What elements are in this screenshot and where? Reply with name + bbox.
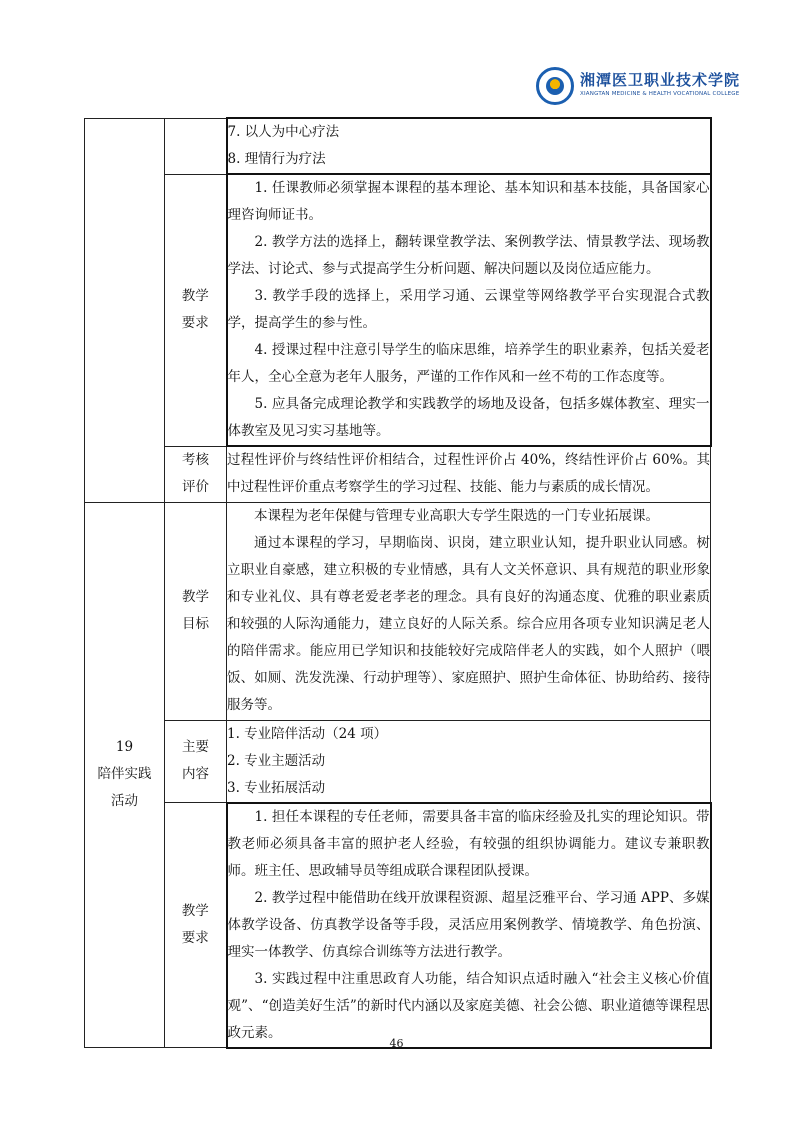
methods-cell [227, 118, 711, 174]
list-item: 8. 理情行为疗法 [227, 151, 326, 167]
list-item: 1. 专业陪伴活动（24 项） [227, 725, 388, 742]
list-item: 7. 以人为中心疗法 [227, 124, 340, 140]
list-item: 2. 专业主题活动 [227, 752, 326, 769]
paragraph: 通过本课程的学习，早期临岗、识岗，建立职业认知，提升职业认同感。树立职业自豪感，建立积极的专业情感，具有人文关怀意识、具有规范的职业形象和专业礼仪、具有尊老爱老孝老的理念。具有良好的沟通态度、优雅的职业素质和较强的人际沟通能力，建立良好的人际关系。综合应用各项专业知识满足老人的陪伴需求。能应用已学知识和技能较好完成陪伴老人的实践，如个人照护（喂饭、如厕、洗发洗澡、行动护理等）、家庭照护、照护生命体征、协助给药、接待服务等。 [227, 535, 710, 713]
assessment-label: 考核 评价 [165, 446, 227, 502]
paragraph: 1. 担任本课程的专任老师，需要具备丰富的临床经验及扎实的理论知识。带教老师必须具备丰富的照护老人经验，有较强的组织协调能力。建议专兼职教师。班主任、思政辅导员等组成联合课程团队授课。 [227, 808, 710, 879]
college-emblem-icon [536, 67, 574, 105]
table-row [85, 720, 711, 803]
req-cell [227, 803, 711, 1048]
paragraph: 过程性评价与终结性评价相结合，过程性评价占 40%，终结性评价占 60%。其中过程性评价重点考察学生的学习过程、技能、能力与素质的成长情况。 [227, 452, 710, 496]
teaching-req-cell [227, 174, 711, 446]
req-label: 教学 要求 [165, 803, 227, 1048]
paragraph: 2. 教学过程中能借助在线开放课程资源、超星泛雅平台、学习通 APP、多媒体教学设备、仿真教学设备等手段，灵活应用案例教学、情境教学、角色扮演、理实一体教学、仿真综合训练等方法进行教学。 [227, 889, 710, 960]
content-label: 主要 内容 [165, 720, 227, 803]
paragraph: 4. 授课过程中注意引导学生的临床思维，培养学生的职业素养，包括关爱老年人，全心全意为老年人服务，严谨的工作作风和一丝不苟的工作态度等。 [227, 342, 710, 385]
content-cell [227, 720, 711, 803]
paragraph: 5. 应具备完成理论教学和实践教学的场地及设备，包括多媒体教室、理实一体教室及见习实习基地等。 [227, 396, 710, 439]
empty-cell [165, 118, 227, 174]
table-row [85, 502, 711, 720]
table-row [85, 174, 711, 446]
table-row [85, 803, 711, 1048]
empty-cell [85, 118, 165, 502]
paragraph: 2. 教学方法的选择上，翻转课堂教学法、案例教学法、情景教学法、现场教学法、讨论式、参与式提高学生分析问题、解决问题以及岗位适应能力。 [227, 234, 710, 277]
goals-cell [227, 502, 711, 720]
logo-text: 湘潭医卫职业技术学院 [580, 71, 741, 89]
table-row [85, 118, 711, 174]
page-number: 46 [389, 1037, 404, 1050]
college-logo [536, 65, 741, 111]
assessment-cell [227, 446, 711, 502]
logo-subtext: XIANGTAN MEDICINE & HEALTH VOCATIONAL COLLEGE [580, 91, 740, 97]
list-item: 3. 专业拓展活动 [227, 779, 326, 796]
paragraph: 3. 实践过程中注重思政育人功能，结合知识点适时融入“社会主义核心价值观”、“创造美好生活”的新时代内涵以及家庭美德、社会公德、职业道德等课程思政元素。 [227, 970, 710, 1041]
paragraph: 1. 任课教师必须掌握本课程的基本理论、基本知识和基本技能，具备国家心理咨询师证书。 [227, 180, 710, 223]
course-19-label: 19 陪伴实践 活动 [85, 502, 165, 1048]
goals-label: 教学 目标 [165, 502, 227, 720]
syllabus-table [84, 117, 712, 1049]
paragraph: 本课程为老年保健与管理专业高职大专学生限选的一门专业拓展课。 [254, 508, 659, 524]
table-row [85, 446, 711, 502]
teaching-req-label: 教学 要求 [165, 174, 227, 446]
paragraph: 3. 教学手段的选择上，采用学习通、云课堂等网络教学平台实现混合式教学，提高学生的参与性。 [227, 288, 710, 331]
